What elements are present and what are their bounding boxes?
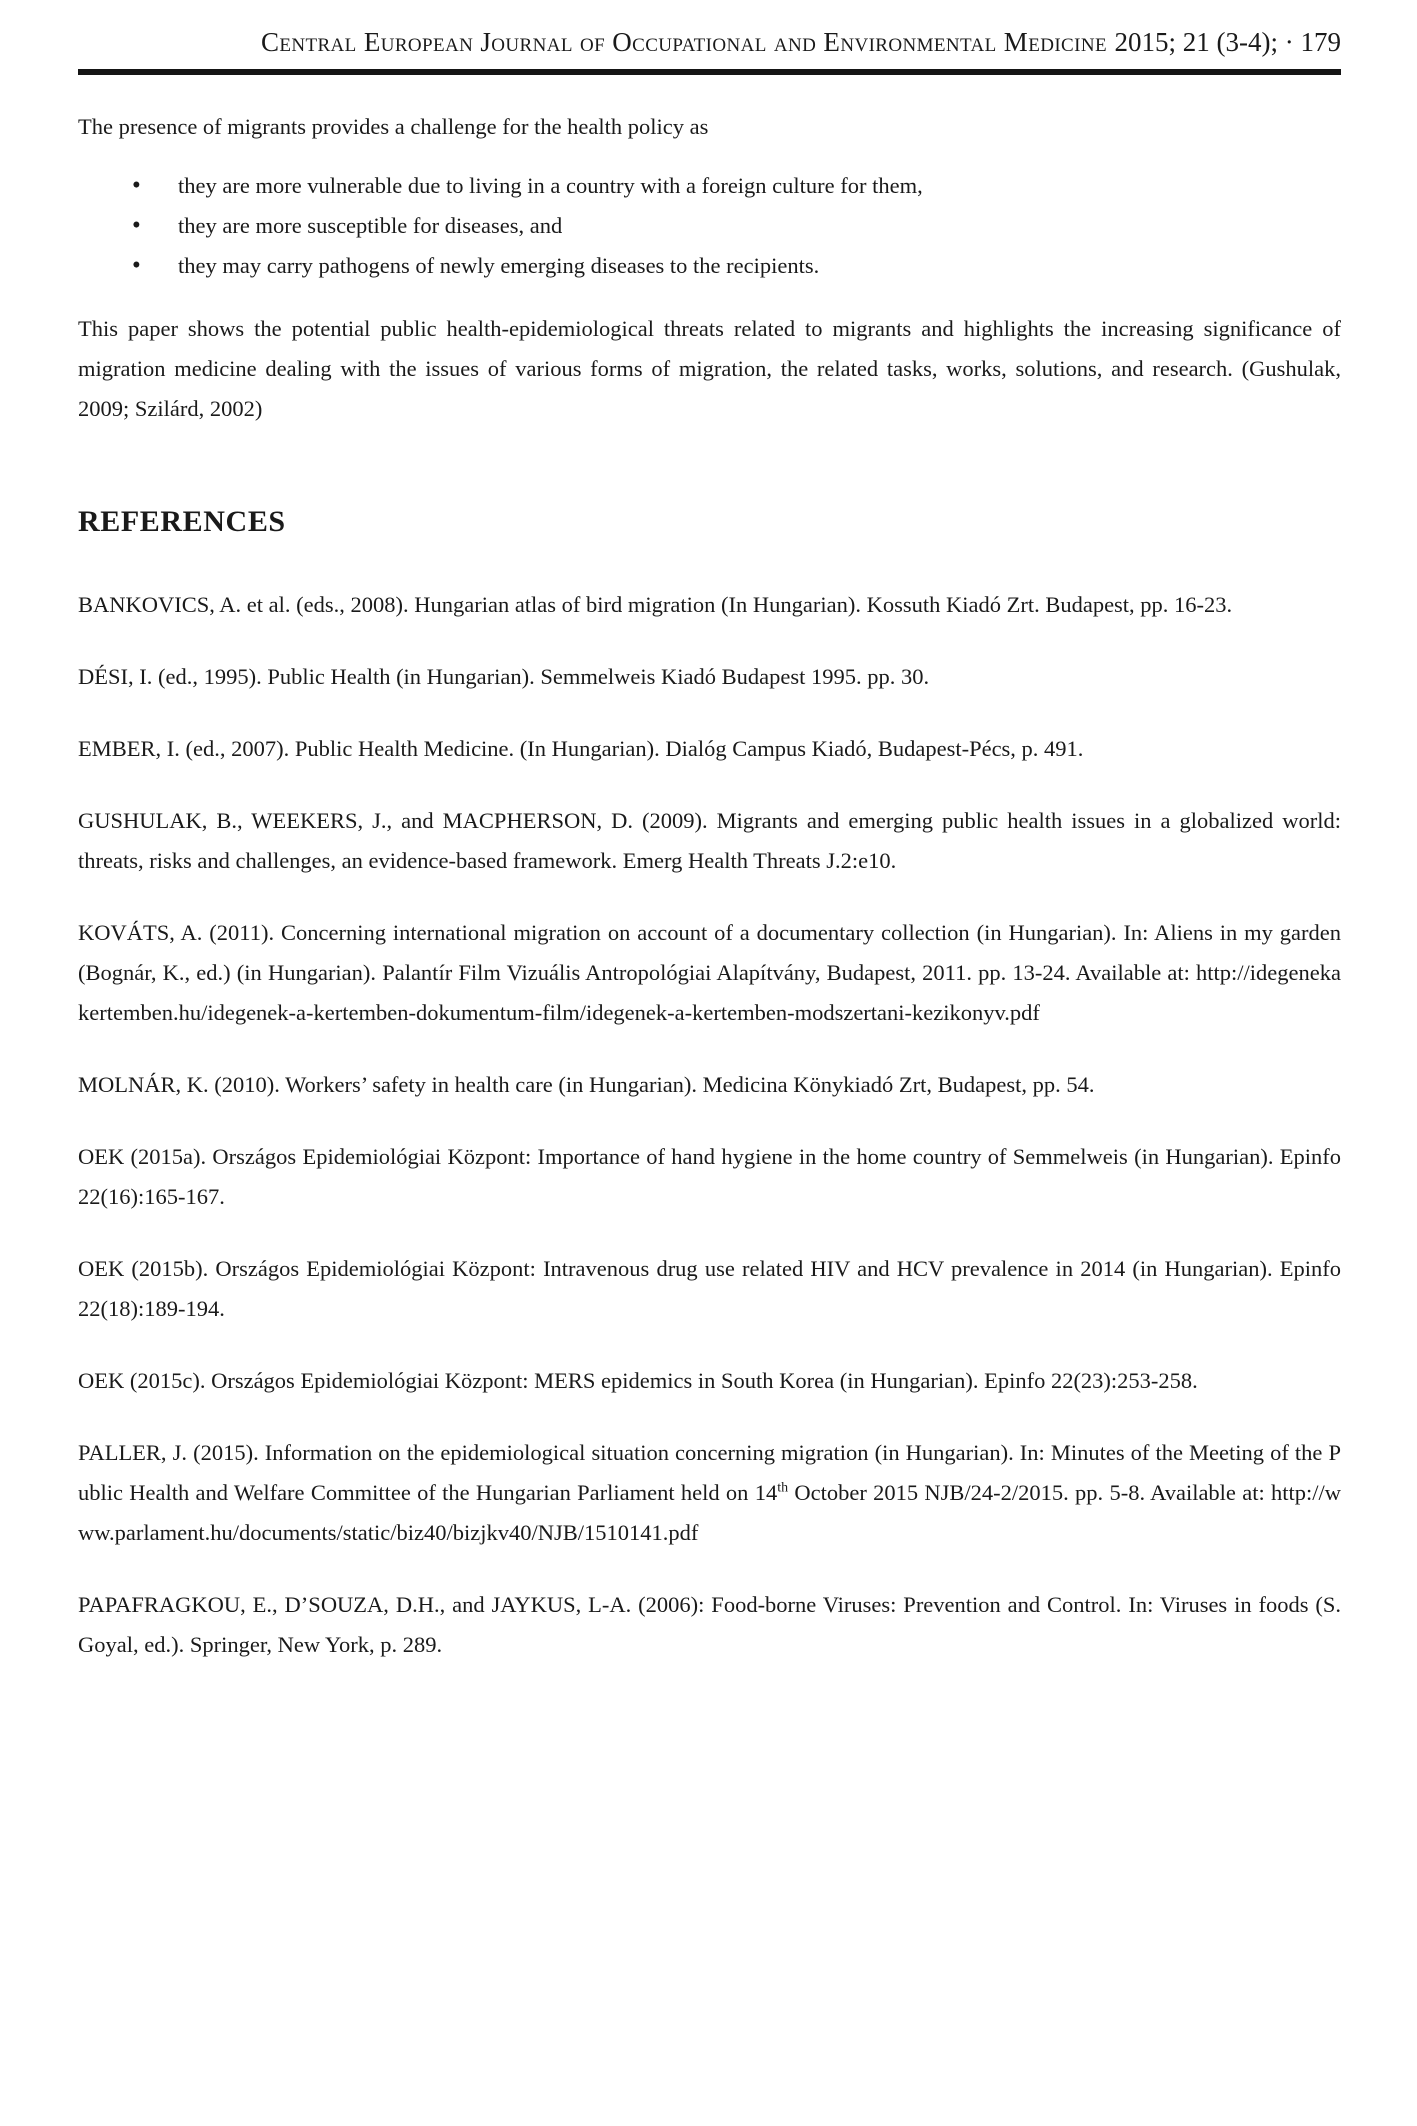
bullet-icon: • [132,252,141,279]
reference-item: GUSHULAK, B., WEEKERS, J., and MACPHERSON, D. (2009). Migrants and emerging public health issues in a globalized world: threats, risks and challenges, an evidence-based framework. Emerg Health Threats J.2:e10. [78,808,1341,873]
list-item [78,246,1341,286]
intro-lead-paragraph: The presence of migrants provides a challenge for the health policy as [78,114,709,139]
reference-item [78,1433,1341,1553]
reference-text: PALLER, J. (2015). Information on the epidemiological situation concerning migration (in Hungarian). In: Minutes of the Meeting of the Public Health and Welfare Committee of the Hungarian Parliament held on 14 [78,1440,1341,1505]
running-head [78,0,1341,60]
reference-item: EMBER, I. (ed., 2007). Public Health Medicine. (In Hungarian). Dialóg Campus Kiadó, Budapest-Pécs, p. 491. [78,736,1084,761]
page-body [78,107,1341,1665]
bullet-list [78,166,1341,286]
reference-item: BANKOVICS, A. et al. (eds., 2008). Hungarian atlas of bird migration (In Hungarian). Kossuth Kiadó Zrt. Budapest, pp. 16-23. [78,592,1233,617]
reference-item: OEK (2015c). Országos Epidemiológiai Központ: MERS epidemics in South Korea (in Hungarian). Epinfo 22(23):253-258. [78,1368,1198,1393]
list-item [78,166,1341,206]
bullet-icon: • [132,212,141,239]
intro-summary-paragraph: This paper shows the potential public health-epidemiological threats related to migrants and highlights the increasing significance of migration medicine dealing with the issues of various forms of migration, the related tasks, works, solutions, and research. (Gushulak, 2009; Szilárd, 2002) [78,316,1341,421]
list-item [78,206,1341,246]
journal-title: Central European Journal of Occupational and Environmental Medicine [260,27,1107,57]
reference-item: OEK (2015a). Országos Epidemiológiai Központ: Importance of hand hygiene in the home country of Semmelweis (in Hungarian). Epinfo 22(16):165-167. [78,1144,1341,1209]
reference-item: PAPAFRAGKOU, E., D’SOUZA, D.H., and JAYKUS, L-A. (2006): Food-borne Viruses: Prevention and Control. In: Viruses in foods (S. Goyal, ed.). Springer, New York, p. 289. [78,1592,1341,1657]
reference-text: October 2015 NJB/24-2/2015. pp. 5-8. Available at: http://www.parlament.hu/documents/static/biz40/bizjkv40/NJB/1510141.pdf [78,1480,1341,1545]
reference-item: KOVÁTS, A. (2011). Concerning international migration on account of a documentary collection (in Hungarian). In: Aliens in my garden (Bognár, K., ed.) (in Hungarian). Palantír Film Vizuális Antropológiai Alapítvány, Budapest, 2011. pp. 13-24. Available at: http://idegenekakertemben.hu/idegenek-a-kertemben-dokumentum-film/idegenek-a-kertemben-modszertani-kezikonyv.pdf [78,920,1341,1025]
reference-item: DÉSI, I. (ed., 1995). Public Health (in Hungarian). Semmelweis Kiadó Budapest 1995. pp. 30. [78,664,930,689]
bullet-icon: • [132,172,141,199]
issue-page-info: 2015; 21 (3-4); · 179 [1114,27,1341,57]
reference-item: OEK (2015b). Országos Epidemiológiai Központ: Intravenous drug use related HIV and HCV prevalence in 2014 (in Hungarian). Epinfo 22(18):189-194. [78,1256,1341,1321]
page-header [78,0,1341,75]
list-item-text: they are more vulnerable due to living in a country with a foreign culture for them, [178,173,923,198]
list-item-text: they may carry pathogens of newly emerging diseases to the recipients. [178,253,820,278]
references-list [78,585,1341,1665]
reference-item: MOLNÁR, K. (2010). Workers’ safety in health care (in Hungarian). Medicina Könykiadó Zrt, Budapest, pp. 54. [78,1072,1095,1097]
references-heading: REFERENCES [78,505,286,538]
ordinal-superscript: th [777,1480,789,1496]
list-item-text: they are more susceptible for diseases, and [178,213,563,238]
header-rule [78,69,1341,75]
